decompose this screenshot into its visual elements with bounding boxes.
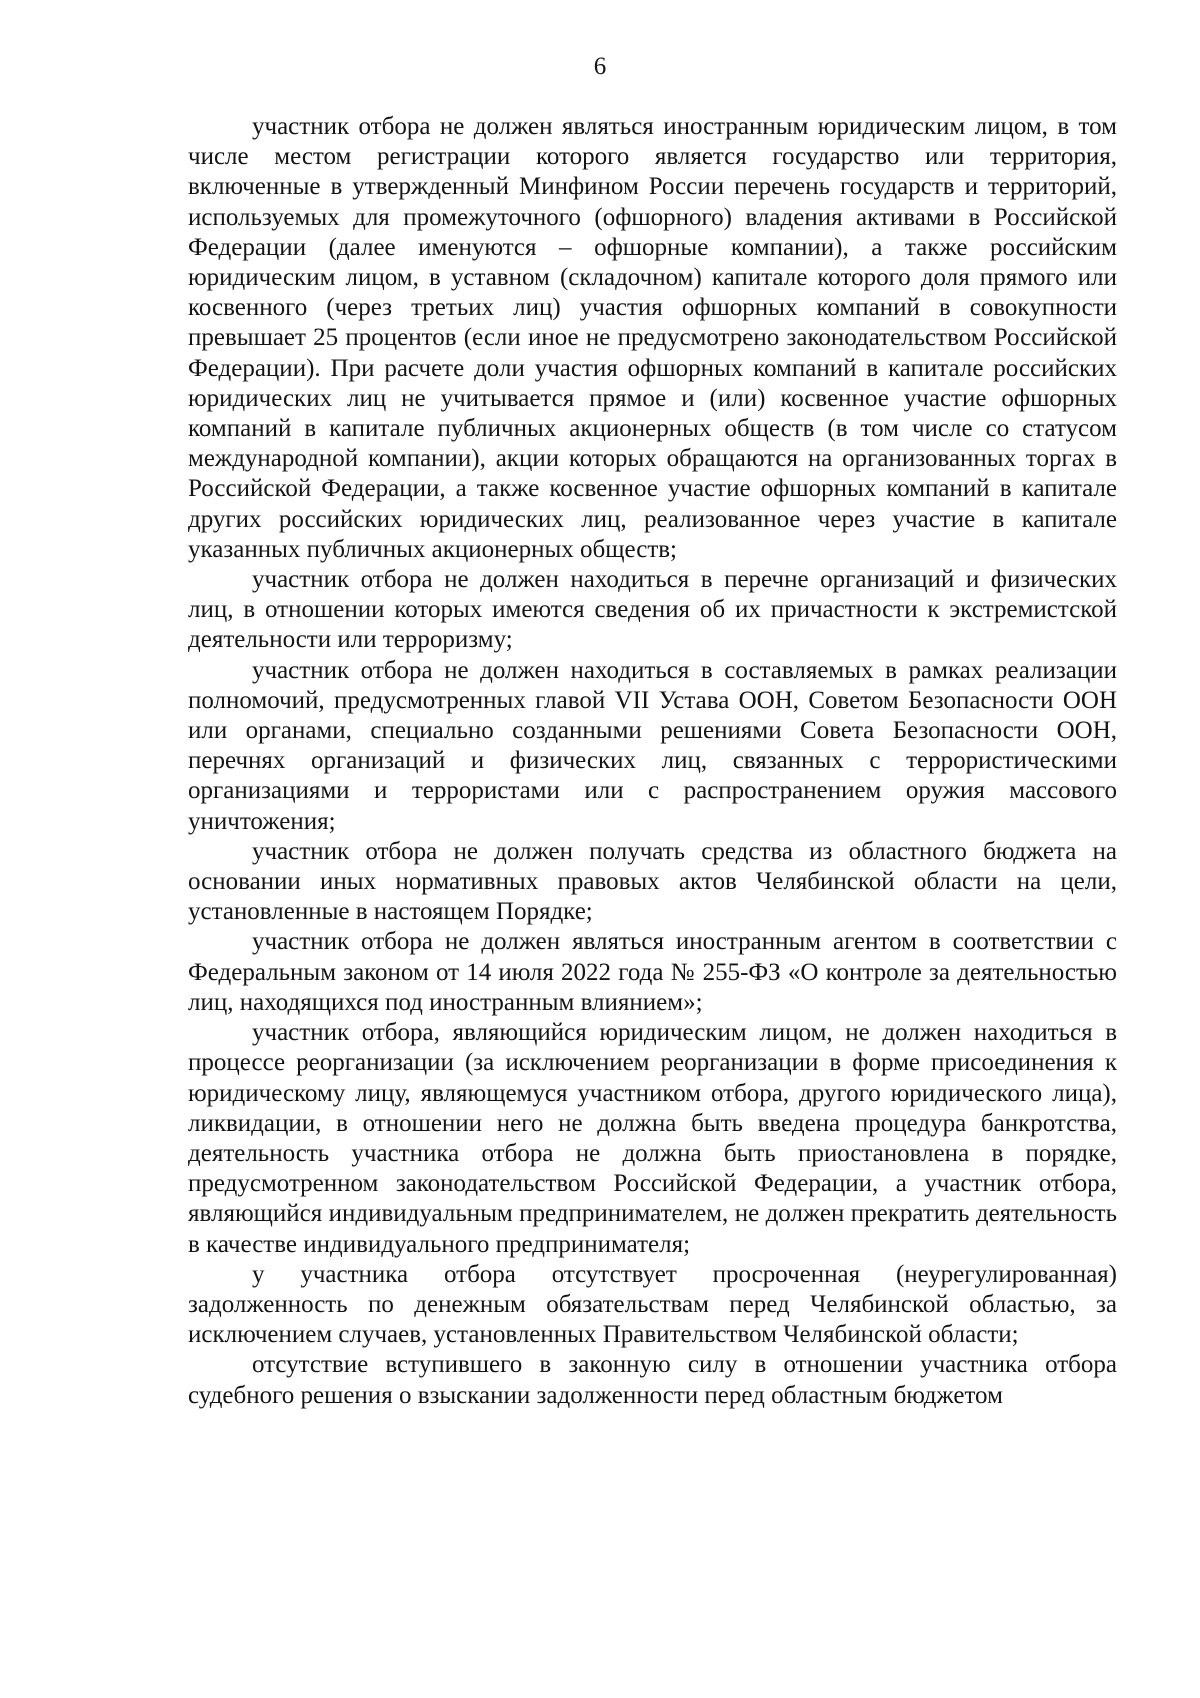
paragraph-overdue-debt: у участника отбора отсутствует просроченная (неурегулированная) задолженность по денежным обязательствам перед Челябинской областью, за исключением случаев, установленных Правительством Челябинской области; (188, 1260, 1117, 1349)
paragraph-offshore-companies: участник отбора не должен являться иностранным юридическим лицом, в том числе местом регистрации которого является государство или территория, включенные в утвержденный Минфином России перечень государств и территорий, используемых для промежуточного (офшорного) владения активами в Российской Федерации (далее именуются – офшорные компании), а также российским юридическим лицом, в уставном (складочном) капитале которого доля прямого или косвенного (через третьих лиц) участия офшорных компаний в совокупности превышает 25 процентов (если иное не предусмотрено законодательством Российской Федерации). При расчете доли участия офшорных компаний в капитале российских юридических лиц не учитывается прямое и (или) косвенное участие офшорных компаний в капитале публичных акционерных обществ (в том числе со статусом международной компании), акции которых обращаются на организованных торгах в Российской Федерации, а также косвенное участие офшорных компаний в капитале других российских юридических лиц, реализованное через участие в капитале указанных публичных акционерных обществ; (188, 113, 1117, 563)
paragraph-un-security-council-lists: участник отбора не должен находиться в составляемых в рамках реализации полномочий, предусмотренных главой VII Устава ООН, Советом Безопасности ООН или органами, специально созданными решениями Совета Безопасности ООН, перечнях организаций и физических лиц, связанных с террористическими организациями и террористами или с распространением оружия массового уничтожения; (188, 656, 1117, 835)
paragraph-reorganization-liquidation: участник отбора, являющийся юридическим лицом, не должен находиться в процессе реорганизации (за исключением реорганизации в форме присоединения к юридическому лицу, являющемуся участником отбора, другого юридического лица), ликвидации, в отношении него не должна быть введена процедура банкротства, деятельность участника отбора не должна быть приостановлена в порядке, предусмотренном законодательством Российской Федерации, а участник отбора, являющийся индивидуальным предпринимателем, не должен прекратить деятельность в качестве индивидуального предпринимателя; (188, 1019, 1117, 1258)
document-body (188, 112, 1117, 1411)
paragraph-extremism-list: участник отбора не должен находиться в перечне организаций и физических лиц, в отношении которых имеются сведения об их причастности к экстремистской деятельности или терроризму; (188, 566, 1117, 654)
paragraph-court-decision: отсутствие вступившего в законную силу в отношении участника отбора судебного решения о взыскании задолженности перед областным бюджетом (188, 1351, 1117, 1409)
paragraph-foreign-agent: участник отбора не должен являться иностранным агентом в соответствии с Федеральным законом от 14 июля 2022 года № 255-ФЗ «О контроле за деятельностью лиц, находящихся под иностранным влиянием»; (188, 928, 1117, 1016)
paragraph-regional-budget-funds: участник отбора не должен получать средства из областного бюджета на основании иных нормативных правовых актов Челябинской области на цели, установленные в настоящем Порядке; (188, 837, 1117, 926)
page-number: 6 (593, 53, 607, 80)
